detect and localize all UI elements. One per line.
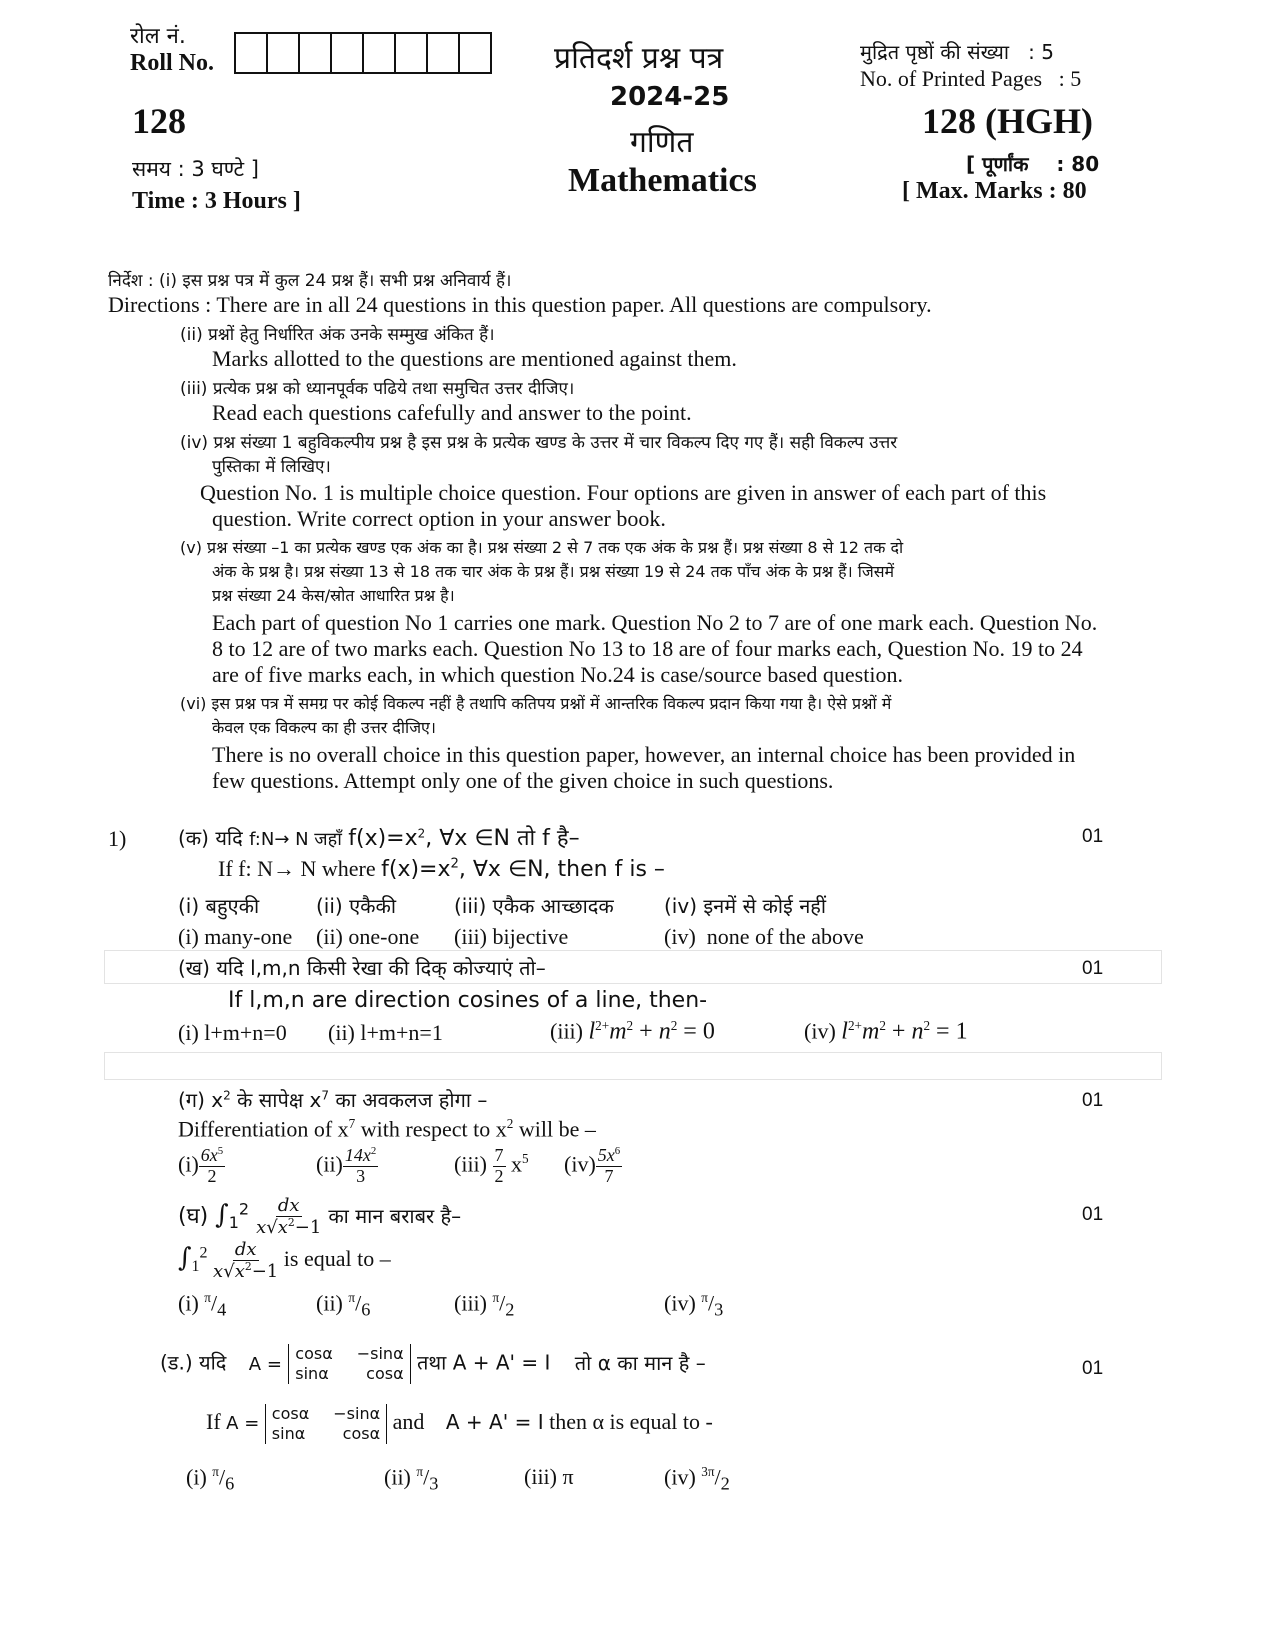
direction-4-english-line2: question. Write correct option in your answer book.	[212, 506, 666, 531]
q1b-marks: 01	[1082, 958, 1104, 979]
time-hindi: समय : 3 घण्टे ]	[132, 157, 260, 181]
direction-5-hindi-line2: अंक के प्रश्न है। प्रश्न संख्या 13 से 18 तक चार अंक के प्रश्न हैं। प्रश्न संख्या 19 से 24 तक पाँच अंक के प्रश्न हैं। जिसमें	[212, 562, 895, 581]
direction-4-hindi-line2: पुस्तिका में लिखिए।	[212, 457, 331, 477]
direction-6-hindi-line1: (vi) इस प्रश्न पत्र में समग्र पर कोई विकल्प नहीं है तथापि कतिपय प्रश्नों में आन्तरिक विकल्प प्रदान किया गया है। ऐसे प्रश्नों में	[180, 694, 892, 713]
q1a-option-3-english: (iii) bijective	[454, 924, 569, 949]
roll-number-boxes[interactable]	[234, 32, 492, 74]
direction-2-hindi: (ii) प्रश्नों हेतु निर्धारित अंक उनके सम्मुख अंकित हैं।	[180, 325, 495, 345]
direction-4-hindi-line1: (iv) प्रश्न संख्या 1 बहुविकल्पीय प्रश्न है इस प्रश्न के प्रत्येक खण्ड के उत्तर में चार विकल्प दिए गए हैं। सही विकल्प उत्तर	[180, 433, 898, 453]
q1e-stem-english: If A = cosα −sinα sinα cosα and A + A' = I then α is equal to -	[206, 1404, 713, 1443]
q1b-option-2: (ii) l+m+n=1	[328, 1020, 443, 1045]
direction-6-hindi-line2: केवल एक विकल्प का ही उत्तर दीजिए।	[212, 718, 436, 737]
q1c-marks: 01	[1082, 1090, 1104, 1111]
q1c-option-2: (ii) $\frac{14x^2}{3}$	[316, 1145, 377, 1186]
direction-5-hindi-line3: प्रश्न संख्या 24 केस/स्रोत आधारित प्रश्न है।	[212, 586, 455, 605]
q1a-option-3-hindi: (iii) एकैक आच्छादक	[454, 894, 614, 918]
q1a-option-1-hindi: (i) बहुएकी	[178, 894, 260, 918]
q1a-option-1-english: (i) many-one	[178, 924, 293, 949]
q1a-option-2-english: (ii) one-one	[316, 924, 420, 949]
paper-code: 128	[132, 101, 186, 141]
roll-label-hindi: रोल नं.	[130, 24, 186, 49]
printed-pages-english: No. of Printed Pages : 5	[860, 66, 1082, 91]
q1b-lower-band	[104, 1052, 1162, 1080]
q1d-option-2: (ii) $^\pi/_6$	[316, 1290, 371, 1320]
paper-code-right: 128 (HGH)	[922, 101, 1093, 141]
q1b-option-3: (iii) $l^{2+}m^2 + n^2 = 0$	[550, 1018, 715, 1045]
q1a-option-2-hindi: (ii) एकैकी	[316, 894, 397, 918]
question-number: 1)	[108, 826, 127, 851]
q1c-option-1: (i) $\frac{6x^5}{2}$	[178, 1145, 224, 1186]
q1c-option-4: (iv) $\frac{5x^6}{7}$	[564, 1145, 621, 1186]
paper-year: 2024-25	[610, 82, 730, 112]
q1a-marks: 01	[1082, 826, 1104, 847]
direction-6-english-line2: few questions. Attempt only one of the given choice in such questions.	[212, 768, 834, 793]
q1a-option-4-english: (iv) none of the above	[664, 924, 864, 949]
direction-6-english-line1: There is no overall choice in this question paper, however, an internal choice has been provided in	[212, 742, 1076, 767]
max-marks-hindi: [ पूर्णांक : 80	[966, 152, 1100, 176]
q1d-option-3: (iii) $^\pi/_2$	[454, 1290, 515, 1320]
time-english: Time : 3 Hours ]	[132, 188, 301, 214]
direction-5-english-line2: 8 to 12 are of two marks each. Question No 13 to 18 are of four marks each, Question No. 19 to 24	[212, 636, 1083, 661]
q1b-stem-english: If l,m,n are direction cosines of a line, then-	[228, 988, 708, 1013]
q1a-option-4-hindi: (iv) इनमें से कोई नहीं	[664, 894, 827, 918]
roll-label-english: Roll No.	[130, 50, 214, 76]
q1c-stem-english: Differentiation of $x^7$ with respect to $x^2$ will be –	[178, 1116, 596, 1142]
q1c-stem-hindi: (ग) $x^2$ के सापेक्ष $x^7$ का अवकलज होगा –	[178, 1088, 488, 1112]
q1d-stem-english: $\int_1^2$ $\frac{dx}{x√x^2-1}$ is equal to –	[178, 1239, 391, 1282]
subject-english: Mathematics	[568, 162, 757, 199]
q1c-option-3: (iii) $\frac{7}{2}$ $x^5$	[454, 1145, 529, 1186]
direction-2-english: Marks allotted to the questions are mentioned against them.	[212, 346, 737, 371]
q1a-stem-english: If f: N→ N where $f(x)=x^2$, ∀x ∈N, then f is –	[218, 856, 665, 882]
direction-5-hindi-line1: (v) प्रश्न संख्या –1 का प्रत्येक खण्ड एक अंक का है। प्रश्न संख्या 2 से 7 तक एक अंक के प्रश्न हैं। प्रश्न संख्या 8 से 12 तक दो	[180, 538, 904, 557]
paper-title-hindi: प्रतिदर्श प्रश्न पत्र	[554, 41, 724, 76]
direction-1-english: Directions : There are in all 24 questions in this question paper. All questions are compulsory.	[108, 292, 932, 317]
q1e-stem-hindi: (ड.) यदि A = cosα −sinα sinα cosα तथा A + A' = I तो α का मान है –	[160, 1344, 706, 1383]
printed-pages-hindi: मुद्रित पृष्ठों की संख्या : 5	[860, 40, 1054, 64]
max-marks-english: [ Max. Marks : 80	[902, 178, 1087, 204]
q1e-option-2: (ii) $^\pi/_3$	[384, 1464, 439, 1494]
q1b-option-1: (i) l+m+n=0	[178, 1020, 287, 1045]
direction-1-hindi: निर्देश : (i) इस प्रश्न पत्र में कुल 24 प्रश्न हैं। सभी प्रश्न अनिवार्य हैं।	[108, 271, 512, 291]
direction-5-english-line3: are of five marks each, in which question No.24 is case/source based question.	[212, 662, 903, 687]
direction-5-english-line1: Each part of question No 1 carries one mark. Question No 2 to 7 are of one mark each. Question No.	[212, 610, 1098, 635]
q1e-option-1: (i) $^\pi/_6$	[186, 1464, 235, 1494]
direction-3-hindi: (iii) प्रत्येक प्रश्न को ध्यानपूर्वक पढिये तथा समुचित उत्तर दीजिए।	[180, 379, 575, 399]
q1e-marks: 01	[1082, 1358, 1104, 1379]
q1d-stem-hindi: (घ) $\int_1^2$ $\frac{dx}{x√x^2-1}$ का मान बराबर है–	[178, 1195, 462, 1238]
direction-3-english: Read each questions cafefully and answer to the point.	[212, 400, 692, 425]
subject-hindi: गणित	[630, 125, 694, 160]
direction-4-english-line1: Question No. 1 is multiple choice question. Four options are given in answer of each part of this	[200, 480, 1047, 505]
q1d-option-4: (iv) $^\pi/_3$	[664, 1290, 724, 1320]
q1e-option-4: (iv) $^{3\pi}/_2$	[664, 1464, 730, 1494]
q1e-option-3: (iii) π	[524, 1464, 574, 1489]
q1b-stem-hindi: (ख) यदि l,m,n किसी रेखा की दिक् कोज्याएं तो–	[178, 956, 546, 980]
q1d-marks: 01	[1082, 1204, 1104, 1225]
q1d-option-1: (i) $^\pi/_4$	[178, 1290, 227, 1320]
q1b-option-4: (iv) $l^{2+}m^2 + n^2 = 1$	[804, 1018, 968, 1045]
q1a-stem-hindi: (क) यदि f:N→ N जहाँ $f(x)=x^2$, ∀x ∈N तो f है–	[178, 826, 580, 851]
